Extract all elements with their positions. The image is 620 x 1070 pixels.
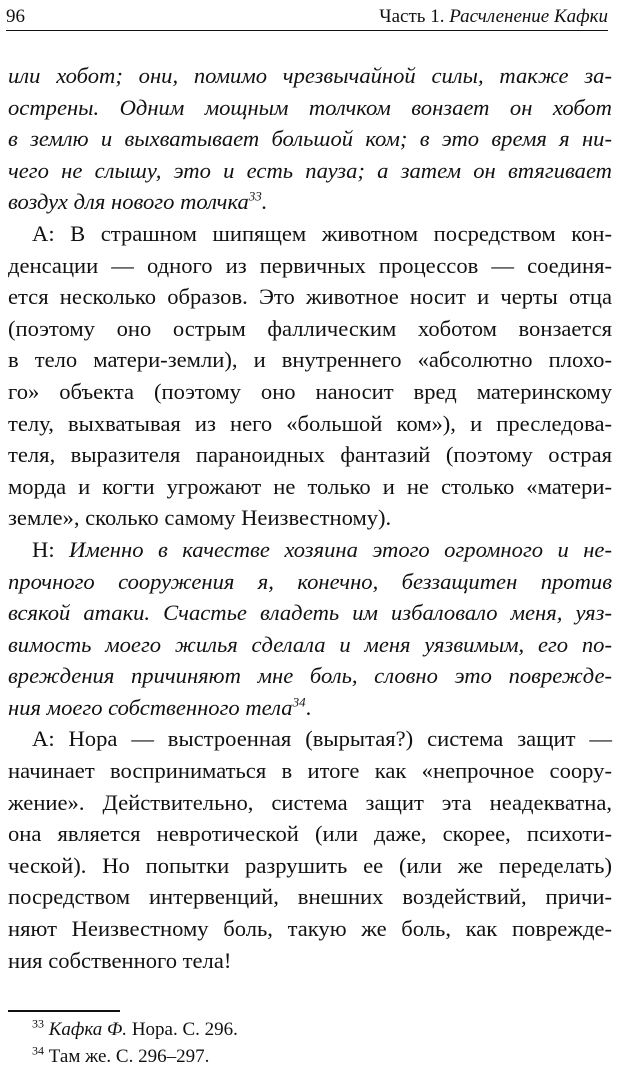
text-line-content: ния моего собственного тела — [8, 694, 293, 720]
text-line: вимость моего жилья сделала и меня уязвимым, его по- — [8, 631, 612, 657]
text-line: теля, выразителя параноидных фантазий (поэтому острая — [8, 442, 612, 468]
page-number: 96 — [6, 6, 25, 27]
text-line: жение». Действительно, система защит эта неадекватна, — [8, 789, 612, 815]
text-line: земле», сколько самому Неизвестному). — [8, 505, 392, 531]
footnote-ref-33: 33 — [248, 188, 262, 204]
footnote-author: Кафка Ф. — [48, 1019, 128, 1040]
text-line: ния собственного тела! — [8, 947, 232, 973]
text-line: посредством интервенций, внешних воздействий, причи- — [8, 884, 612, 910]
text-line: начинает восприниматься в итоге как «непрочное соору- — [8, 758, 612, 784]
text-line: прочного сооружения я, конечно, беззащитен против — [8, 568, 612, 594]
part-label: Часть 1. — [379, 6, 445, 27]
text-line: (поэтому оно острым фаллическим хоботом вонзается — [8, 315, 612, 341]
commentary-paragraph-1 — [8, 218, 612, 534]
speaker-label: Н: — [32, 536, 55, 562]
text-line: или хобот; они, помимо чрезвычайной силы, также за- — [8, 63, 612, 88]
text-line: А: В страшном шипящем животном посредством кон- — [32, 220, 612, 246]
text-line: воздух для нового толчка$^{33}$. — [8, 188, 268, 215]
text-line: ния моего собственного тела$^{34}$. — [8, 694, 312, 720]
running-title — [379, 6, 608, 28]
text-line: ческой). Но попытки разрушить ее (или же переделать) — [8, 852, 612, 878]
text-line: няют Неизвестному боль, такую же боль, как поврежде- — [8, 916, 612, 942]
text-line-content: Именно в качестве хозяина этого огромного и не- — [69, 536, 612, 562]
quote-paragraph-2 — [8, 534, 612, 724]
text-line: А: Нора — выстроенная (вырытая?) система защит — — [32, 726, 612, 752]
text-line: ется несколько образов. Это животное носит и черты отца — [8, 284, 612, 310]
footnote-ref-34: 34 — [292, 694, 306, 710]
footnote-number: 34 — [32, 1043, 44, 1058]
text-line: в землю и выхватывает большой ком; в это время я ни- — [8, 126, 612, 152]
text-line-content: воздух для нового толчка — [8, 189, 249, 215]
commentary-paragraph-2 — [8, 723, 612, 976]
footnote-text: Нора. С. 296. — [131, 1019, 238, 1040]
text-line — [8, 534, 612, 566]
text-line: острены. Одним мощным толчком вонзает он хобот — [8, 94, 612, 120]
text-line: телу, выхватывая из него «большой ком»), и преследова- — [8, 410, 612, 436]
header-rule — [6, 30, 608, 32]
footnote-34 — [32, 1043, 238, 1070]
text-line: го» объекта (поэтому оно наносит вред материнскому — [8, 378, 612, 404]
text-line: морда и когти угрожают не только и не столько «матери- — [8, 473, 612, 499]
text-line: всякой атаки. Счастье владеть им избаловало меня, уяз- — [8, 600, 612, 626]
text-line: денсации — одного из первичных процессов — соединя- — [8, 252, 612, 278]
footnote-number: 33 — [32, 1016, 44, 1031]
footnote-33 — [32, 1016, 238, 1043]
part-title: Расчленение Кафки — [449, 6, 608, 27]
text-line: чего не слышу, это и есть пауза; а затем он втягивает — [8, 157, 612, 183]
text-line: в тело матери-земли), и внутреннего «абсолютно плохо- — [8, 347, 612, 373]
text-line: она является невротической (или даже, скорее, психоти- — [8, 821, 612, 847]
text-line: вреждения причиняют мне боль, словно это поврежде- — [8, 663, 612, 689]
footnote-text: Там же. С. 296–297. — [48, 1046, 210, 1067]
quote-paragraph-1 — [8, 60, 612, 218]
running-header — [6, 2, 608, 28]
main-text — [8, 60, 612, 976]
footnotes — [32, 1016, 238, 1070]
footnote-rule — [8, 1010, 120, 1012]
